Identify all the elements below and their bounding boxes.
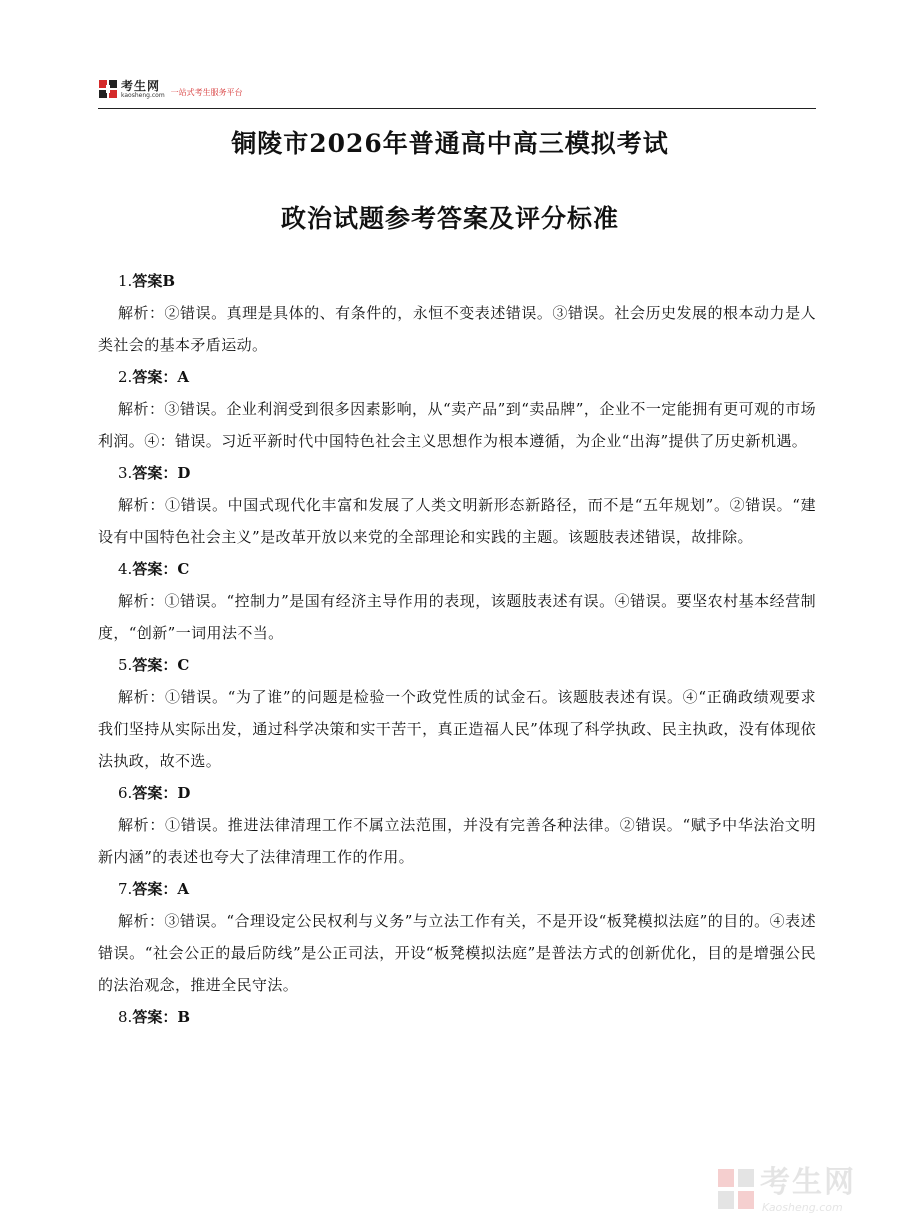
question-number: 8. xyxy=(118,1008,133,1026)
answer-choice: B xyxy=(177,1008,191,1026)
explanation: 解析：③错误。企业利润受到很多因素影响，从“卖产品”到“卖品牌”，企业不一定能拥有更可观的市场利润。④：错误。习近平新时代中国特色社会主义思想作为根本遵循，为企业“出海”提供了历史新机遇。 xyxy=(98,400,816,450)
answer-item xyxy=(98,265,816,361)
explanation: 解析：①错误。推进法律清理工作不属立法范围，并没有完善各种法律。②错误。“赋予中华法治文明新内涵”的表述也夸大了法律清理工作的作用。 xyxy=(98,816,816,866)
kaosheng-logo[interactable] xyxy=(98,76,243,102)
answer-label: 答案： xyxy=(132,368,178,386)
explanation: 解析：①错误。“控制力”是国有经济主导作用的表现，该题肢表述有误。④错误。要坚农村基本经营制度，“创新”一词用法不当。 xyxy=(98,592,816,642)
answer-label: 答案 xyxy=(132,272,163,290)
answer-line xyxy=(98,361,816,393)
answer-item xyxy=(98,649,816,777)
answer-line xyxy=(98,649,816,681)
page-subtitle: 政治试题参考答案及评分标准 xyxy=(280,204,619,233)
kaosheng-logo-icon xyxy=(98,79,118,99)
answer-item xyxy=(98,361,816,457)
answer-line xyxy=(98,777,816,809)
answer-choice: D xyxy=(177,464,191,482)
question-number: 6. xyxy=(118,784,133,802)
logo-name: 考生网 xyxy=(121,78,161,93)
logo-domain: kaosheng.com xyxy=(121,91,165,99)
question-number: 1. xyxy=(118,272,133,290)
answer-label: 答案： xyxy=(132,560,178,578)
answer-label: 答案： xyxy=(132,464,178,482)
answer-item xyxy=(98,457,816,553)
explanation: 解析：②错误。真理是具体的、有条件的，永恒不变表述错误。③错误。社会历史发展的根本动力是人类社会的基本矛盾运动。 xyxy=(98,304,816,354)
watermark-logo-icon xyxy=(716,1167,756,1213)
answer-list xyxy=(98,265,816,1033)
page-title: 铜陵市2026年普通高中高三模拟考试 xyxy=(231,129,669,158)
answer-label: 答案： xyxy=(132,880,178,898)
answer-choice: C xyxy=(177,656,190,674)
question-number: 2. xyxy=(118,368,133,386)
question-number: 7. xyxy=(118,880,133,898)
watermark-text: 考生网 xyxy=(760,1165,856,1200)
explanation: 解析：③错误。“合理设定公民权利与义务”与立法工作有关，不是开设“板凳模拟法庭”的目的。④表述错误。“社会公正的最后防线”是公正司法，开设“板凳模拟法庭”是普法方式的创新优化，目的是增强公民的法治观念，推进全民守法。 xyxy=(98,912,816,994)
explanation: 解析：①错误。“为了谁”的问题是检验一个政党性质的试金石。该题肢表述有误。④“正确政绩观要求我们坚持从实际出发，通过科学决策和实干苦干，真正造福人民”体现了科学执政、民主执政，没有体现依法执政，故不选。 xyxy=(98,688,816,770)
answer-line xyxy=(98,873,816,905)
answer-line xyxy=(98,265,816,297)
answer-item xyxy=(98,553,816,649)
answer-label: 答案： xyxy=(132,1008,178,1026)
answer-item xyxy=(98,873,816,1001)
answer-choice: C xyxy=(177,560,190,578)
watermark-domain: Kaosheng.com xyxy=(762,1201,843,1214)
answer-line xyxy=(98,553,816,585)
answer-choice: A xyxy=(177,368,189,386)
question-number: 5. xyxy=(118,656,133,674)
answer-line xyxy=(98,457,816,489)
answer-choice: B xyxy=(162,272,176,290)
answer-label: 答案： xyxy=(132,784,178,802)
answer-item xyxy=(98,777,816,873)
question-number: 3. xyxy=(118,464,133,482)
answer-choice: A xyxy=(177,880,189,898)
answer-choice: D xyxy=(177,784,191,802)
answer-label: 答案： xyxy=(132,656,178,674)
answer-item xyxy=(98,1001,816,1033)
page-header xyxy=(98,76,816,109)
question-number: 4. xyxy=(118,560,133,578)
watermark xyxy=(716,1165,880,1215)
explanation: 解析：①错误。中国式现代化丰富和发展了人类文明新形态新路径，而不是“五年规划”。②错误。“建设有中国特色社会主义”是改革开放以来党的全部理论和实践的主题。该题肢表述错误，故排除。 xyxy=(98,496,816,546)
logo-slogan: 一站式考生服务平台 xyxy=(170,87,243,97)
answer-line xyxy=(98,1001,816,1033)
